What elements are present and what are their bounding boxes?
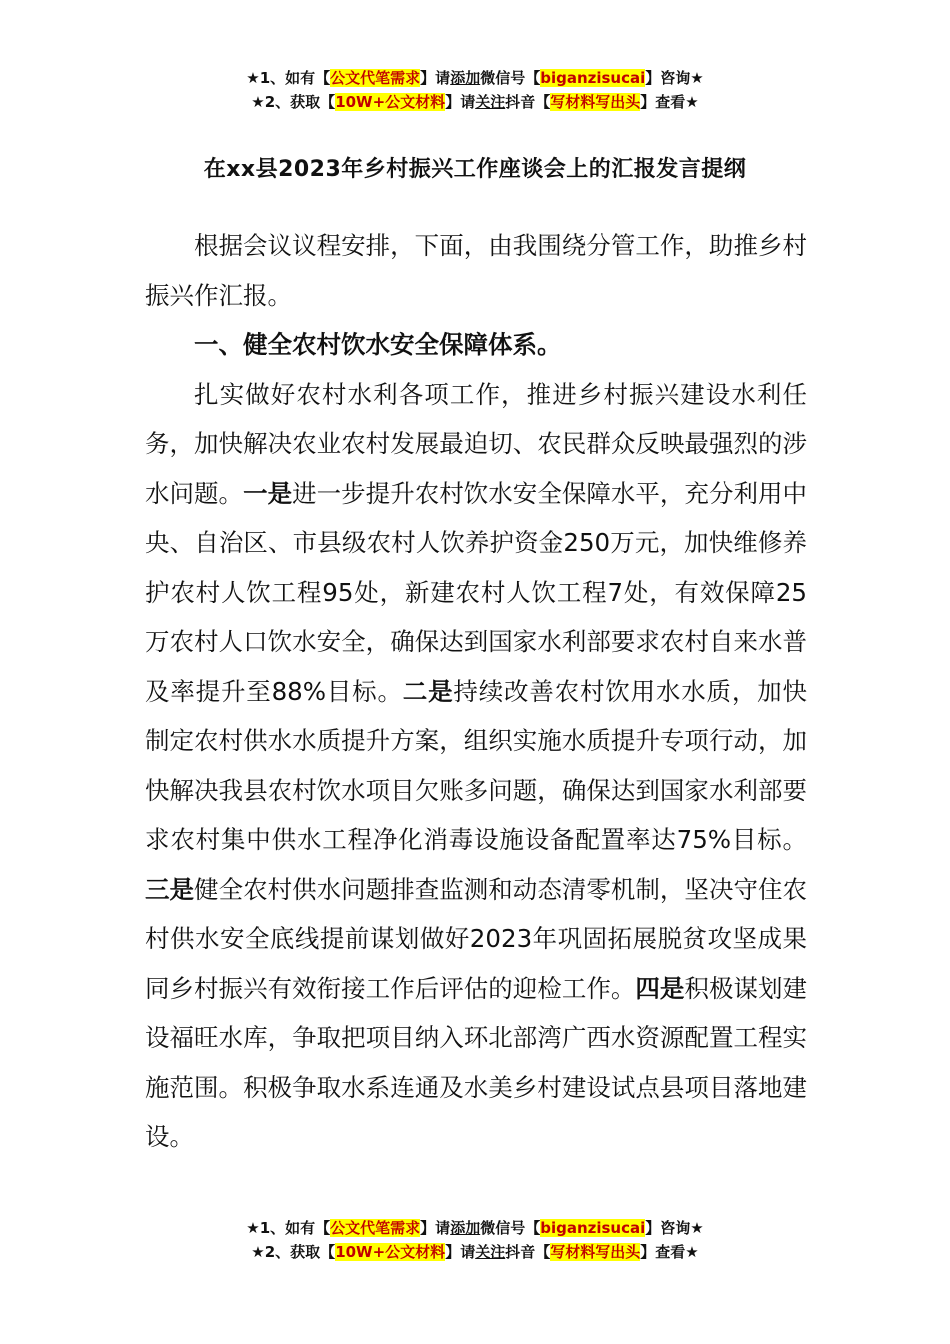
banner-text: 抖音【 bbox=[505, 1243, 551, 1261]
paragraph-text: 健全农村供水问题排查监测和动态清零机制，坚决守住农村供水安全底线提前谋划做好2023年巩固拓展脱贫攻坚成果同乡村振兴有效衔接工作后评估的迎检工作。 bbox=[145, 874, 808, 1003]
banner-text: 】请 bbox=[420, 1219, 451, 1237]
paragraph-text: 进一步提升农村饮水安全保障水平，充分利用中央、自治区、市县级农村人饮养护资金250万元，加快维修养护农村人饮工程95处，新建农村人饮工程7处，有效保障25万农村人口饮水安全，确保达到国家水利部要求农村自来水普及率提升至88%目标。 bbox=[145, 478, 808, 706]
banner-text: 】请 bbox=[420, 69, 451, 87]
emphasis-marker: 一是 bbox=[243, 478, 293, 508]
banner-text: 微信号【 bbox=[480, 69, 541, 87]
banner-highlight: biganzisucai bbox=[540, 69, 646, 87]
banner-text: 】请 bbox=[445, 1243, 476, 1261]
banner-line-2 bbox=[0, 90, 950, 114]
section-heading: 一、健全农村饮水安全保障体系。 bbox=[194, 330, 562, 359]
banner-underlined-text: 关注 bbox=[475, 93, 506, 111]
banner-highlight: 10W+公文材料 bbox=[335, 93, 446, 111]
document-body bbox=[145, 221, 807, 1162]
banner-text: 微信号【 bbox=[480, 1219, 541, 1237]
banner-highlight: 公文代笔需求 bbox=[330, 1219, 421, 1237]
banner-underlined-text: 添加 bbox=[450, 1219, 481, 1237]
document-title: 在xx县2023年乡村振兴工作座谈会上的汇报发言提纲 bbox=[203, 157, 747, 182]
banner-text: 抖音【 bbox=[505, 93, 551, 111]
footer-banner bbox=[0, 1216, 950, 1264]
banner-text: ★2、获取【 bbox=[251, 1243, 336, 1261]
banner-text: ★1、如有【 bbox=[246, 69, 331, 87]
paragraph-text: 扎实做好农村水利各项工作，推进乡村振兴建设水利任务，加快解决农业农村发展最迫切、农民群众反映最强烈的涉水问题。 bbox=[145, 379, 807, 508]
banner-highlight: biganzisucai bbox=[540, 1219, 646, 1237]
banner-text: 】查看★ bbox=[640, 93, 699, 111]
banner-highlight: 公文代笔需求 bbox=[330, 69, 421, 87]
paragraph-text: 持续改善农村饮用水水质，加快制定农村供水水质提升方案，组织实施水质提升专项行动，加快解决我县农村饮水项目欠账多问题，确保达到国家水利部要求农村集中供水工程净化消毒设施设备配置率达75%目标。 bbox=[145, 676, 807, 854]
emphasis-marker: 三是 bbox=[145, 874, 195, 904]
banner-underlined-text: 关注 bbox=[475, 1243, 506, 1261]
banner-line-2 bbox=[0, 1240, 950, 1264]
banner-text: 】咨询★ bbox=[645, 1219, 704, 1237]
banner-highlight: 写材料写出头 bbox=[550, 1243, 641, 1261]
intro-paragraph: 根据会议议程安排，下面，由我围绕分管工作，助推乡村振兴作汇报。 bbox=[145, 231, 807, 310]
banner-underlined-text: 添加 bbox=[450, 69, 481, 87]
banner-text: ★1、如有【 bbox=[246, 1219, 331, 1237]
banner-text: 】请 bbox=[445, 93, 476, 111]
banner-text: 】查看★ bbox=[640, 1243, 699, 1261]
header-banner bbox=[0, 66, 950, 114]
banner-text: ★2、获取【 bbox=[251, 93, 336, 111]
banner-line-1 bbox=[0, 66, 950, 90]
banner-line-1 bbox=[0, 1216, 950, 1240]
banner-highlight: 写材料写出头 bbox=[550, 93, 641, 111]
paragraph-text: 积极谋划建设福旺水库，争取把项目纳入环北部湾广西水资源配置工程实施范围。积极争取水系连通及水美乡村建设试点县项目落地建设。 bbox=[145, 973, 808, 1151]
emphasis-marker: 二是 bbox=[402, 676, 454, 706]
banner-highlight: 10W+公文材料 bbox=[335, 1243, 446, 1261]
banner-text: 】咨询★ bbox=[645, 69, 704, 87]
emphasis-marker: 四是 bbox=[635, 973, 685, 1003]
section-paragraph bbox=[145, 370, 807, 1162]
